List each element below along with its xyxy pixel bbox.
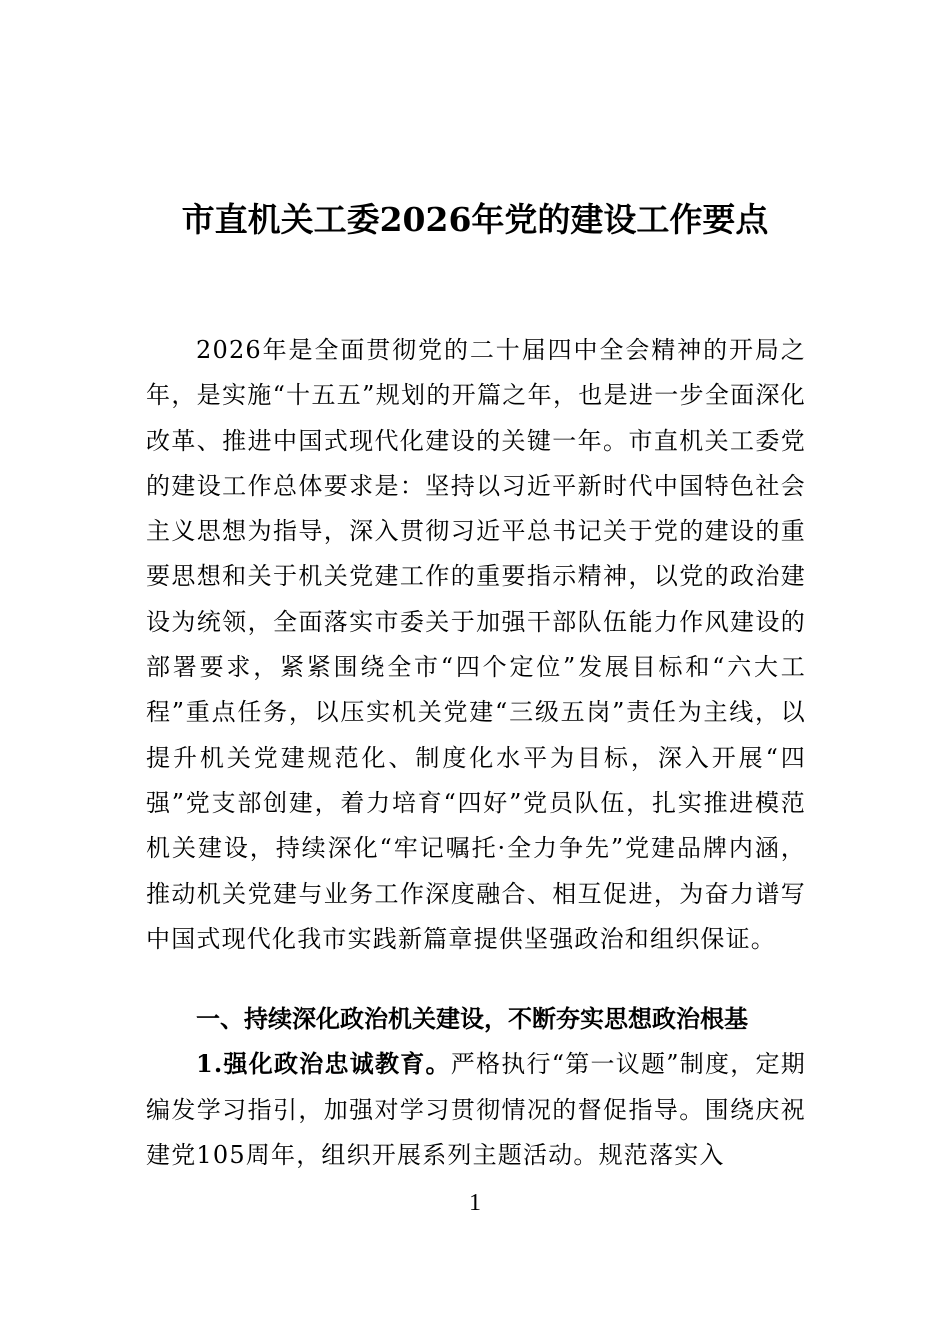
section-item-paragraph	[146, 1041, 806, 1178]
document-title: 市直机关工委2026年党的建设工作要点	[181, 200, 769, 239]
section-one	[146, 996, 806, 1178]
page-number: 1	[469, 1190, 481, 1216]
section-heading: 一、持续深化政治机关建设，不断夯实思想政治根基	[196, 1004, 748, 1033]
item-body-text: 严格执行“第一议题”制度，定期编发学习指引，加强对学习贯彻情况的督促指导。围绕庆祝建党105周年，组织开展系列主题活动。规范落实入	[146, 1050, 806, 1169]
intro-paragraph: 2026年是全面贯彻党的二十届四中全会精神的开局之年，是实施“十五五”规划的开篇之年，也是进一步全面深化改革、推进中国式现代化建设的关键一年。市直机关工委党的建设工作总体要求是：坚持以习近平新时代中国特色社会主义思想为指导，深入贯彻习近平总书记关于党的建设的重要思想和关于机关党建工作的重要指示精神，以党的政治建设为统领，全面落实市委关于加强干部队伍能力作风建设的部署要求，紧紧围绕全市“四个定位”发展目标和“六大工程”重点任务，以压实机关党建“三级五岗”责任为主线，以提升机关党建规范化、制度化水平为目标，深入开展“四强”党支部创建，着力培育“四好”党员队伍，扎实推进模范机关建设，持续深化“牢记嘱托·全力争先”党建品牌内涵，推动机关党建与业务工作深度融合、相互促进，为奋力谱写中国式现代化我市实践新篇章提供坚强政治和组织保证。	[146, 336, 806, 953]
item-lead-text: 1.强化政治忠诚教育。	[196, 1049, 451, 1079]
intro-paragraph-block	[146, 328, 806, 962]
